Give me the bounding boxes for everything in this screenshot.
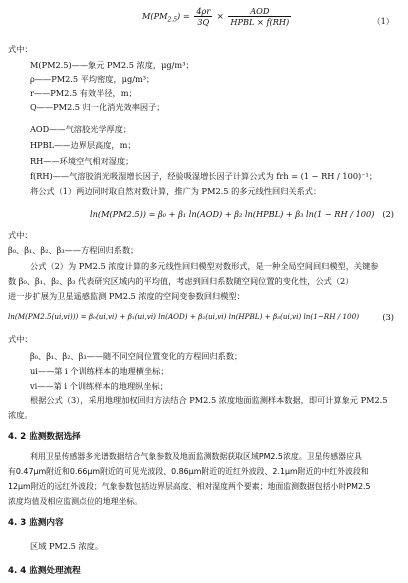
section-4-2-line-3: 12μm附近的远红外波段；气象参数包括边界层高度、相对湿度两个要素；地面监测数据包括小时PM2.5 bbox=[8, 482, 371, 491]
paragraph-2-line-3: 进一步扩展为卫星遥感监测 PM2.5 浓度的空间变参数回归模型： bbox=[8, 291, 245, 301]
eq1-fraction-2 bbox=[228, 6, 291, 28]
definition-mpm25: M(PM2.5)——象元 PM2.5 浓度，μg/m³； bbox=[30, 60, 194, 70]
paragraph-2-line-2: 数 β₀、β₁、β₂、β₃ 代表研究区域内的平均值，考虑到回归系数随空间位置的变化性，公式（2） bbox=[8, 276, 354, 286]
equation-3-number: (3) bbox=[382, 312, 394, 322]
eq1-frac2-numerator: AOD bbox=[228, 6, 291, 17]
paragraph-2-line-1: 公式（2）为 PM2.5 浓度计算的多元线性回归模型对数形式，是一种全局空间回归模型，关键参 bbox=[30, 261, 379, 271]
section-4-2-line-1: 利用卫星传感器多光谱数据结合气象参数及地面监测数据获取区域PM2.5浓度。卫星传感器应具 bbox=[30, 452, 362, 461]
definition-frh: f(RH)——气溶胶消光吸湿增长因子，经验吸湿增长因子计算公式为 frh = (1 − RH / 100)⁻¹； bbox=[30, 171, 378, 181]
eq1-lhs: M(PM bbox=[142, 10, 168, 21]
section-heading-4-4: 4. 4 监测处理流程 bbox=[8, 566, 81, 576]
paragraph-3-line-2: 浓度。 bbox=[8, 410, 33, 420]
equation-3: ln(M(PM2.5(ui,vi))) = β₀(ui,vi) + β₁(ui,vi) ln(AOD) + β₂(ui,vi) ln(HPBL) + β₃(ui,vi) ln(1−RH / 100) bbox=[8, 312, 359, 321]
definition-ui: ui——第 i 个训练样本的地理横坐标； bbox=[30, 366, 169, 376]
section-heading-4-3: 4. 3 监测内容 bbox=[8, 518, 64, 528]
definition-vi: vi——第 i 个训练样本的地理纵坐标； bbox=[30, 381, 168, 391]
where-label-3: 式中： bbox=[8, 334, 33, 344]
equation-2-number: (2) bbox=[382, 209, 394, 219]
equation-2: ln(M(PM2.5)) = β₀ + β₁ ln(AOD) + β₂ ln(HPBL) + β₃ ln(1 − RH / 100) bbox=[90, 209, 375, 219]
section-4-2-line-2: 有0.47μm附近和0.66μm附近的可见光波段、0.86μm附近的近红外波段、2.1μm附近的中红外波段和 bbox=[8, 467, 369, 476]
section-4-3-content: 区域 PM2.5 浓度。 bbox=[30, 541, 104, 551]
section-heading-4-2: 4. 2 监测数据选择 bbox=[8, 432, 81, 442]
eq1-times: × bbox=[216, 10, 224, 21]
eq1-fraction-1 bbox=[194, 6, 212, 28]
definition-aod: AOD——气溶胶光学厚度； bbox=[30, 124, 132, 134]
where-label-2: 式中： bbox=[8, 230, 33, 240]
eq1-frac1-numerator: 4ρr bbox=[196, 6, 211, 16]
definition-r: r——PM2.5 有效半径，m； bbox=[30, 88, 137, 98]
eq1-lhs-end: ) = bbox=[177, 10, 190, 21]
definition-q: Q——PM2.5 归一化消光效率因子； bbox=[30, 102, 165, 112]
definition-rh: RH——环境空气相对湿度； bbox=[30, 156, 134, 166]
section-4-2-line-4: 浓度均值及相应监测点位的地理坐标。 bbox=[8, 497, 143, 506]
definition-beta-coefficients: β₀、β₁、β₂、β₃——方程回归系数； bbox=[8, 245, 139, 255]
definition-hpbl: HPBL——边界层高度，m； bbox=[30, 140, 136, 150]
eq2-intro-paragraph: 将公式（1）两边同时取自然对数计算，推广为 PM2.5 的多元线性回归关系式： bbox=[30, 186, 322, 196]
where-label-1: 式中： bbox=[8, 44, 33, 54]
equation-1-number: （1） bbox=[372, 16, 394, 26]
eq1-frac2-denominator: HPBL × f(RH) bbox=[230, 17, 290, 28]
eq1-lhs-sub: 2.5 bbox=[167, 16, 178, 24]
equation-1 bbox=[142, 6, 293, 28]
eq1-frac1-denominator: 3Q bbox=[197, 17, 210, 28]
paragraph-3-line-1: 根据公式（3），采用地理加权回归方法结合 PM2.5 浓度地面监测样本数据，即可计算象元 PM2.5 bbox=[30, 395, 388, 405]
definition-rho: ρ——PM2.5 平均密度，μg/m³； bbox=[30, 74, 155, 84]
definition-beta-spatial: β₀、β₁、β₂、β₃——随不同空间位置变化的方程回归系数； bbox=[30, 351, 243, 361]
